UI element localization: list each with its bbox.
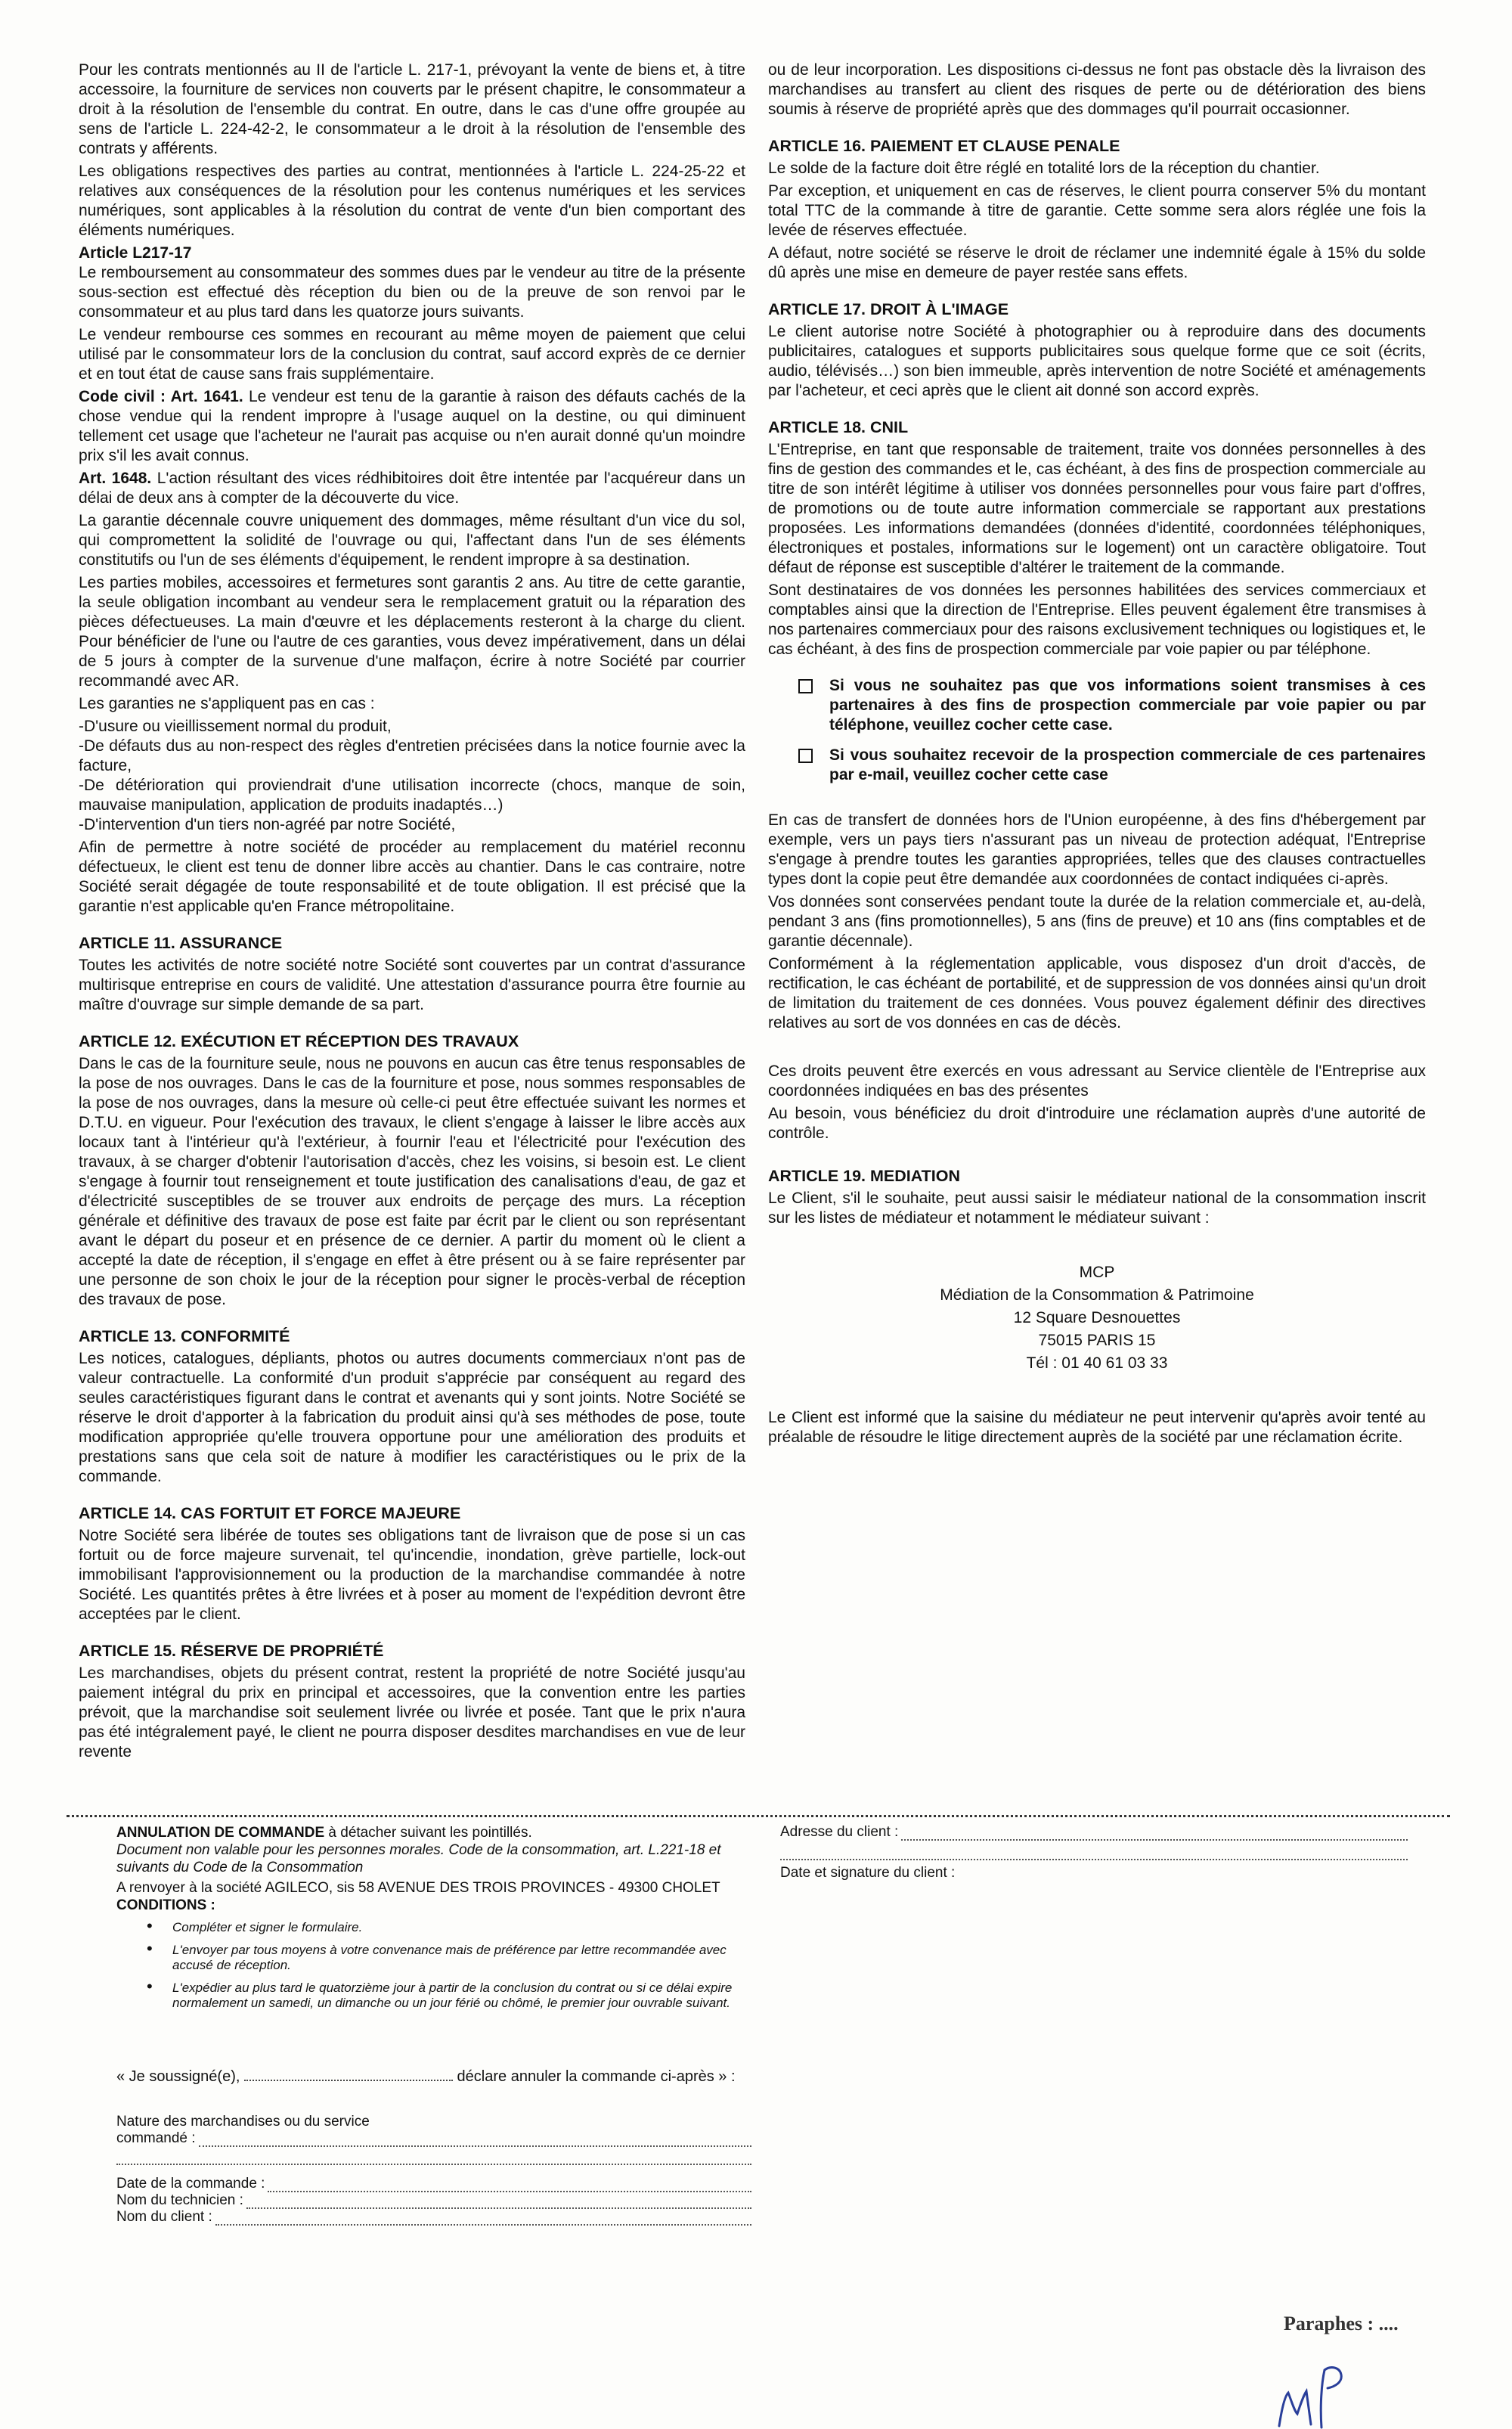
article-l217-17-title: Article L217-17 — [79, 244, 192, 262]
garantie-paragraph-1: La garantie décennale couvre uniquement des dommages, même résultant d'un vice du sol, qui compromettent la solidité de l'ouvrage ou qui, l'affectant dans l'un de ses éléments constitutifs ou l'un de ses éléments d'équipement, le rendent impropre à sa destination. — [79, 512, 745, 569]
mediator-address-block — [768, 1261, 1426, 1375]
code-civil-1641-text: Le vendeur est tenu de la garantie à raison des défauts cachés de la chose vendue qui la rendent impropre à l'usage auquel on la destine, ou qui diminuent tellement cet usage que l'acheteur ne l'aurait pas acquise ou n'en aurait donné qu'un moindre prix s'il les avait connus. — [79, 388, 745, 464]
left-column — [79, 60, 745, 1765]
exclusion-item: -D'usure ou vieillissement normal du produit, — [79, 718, 392, 735]
article-13-title: ARTICLE 13. CONFORMITÉ — [79, 1327, 290, 1345]
order-date-field[interactable] — [116, 2176, 751, 2192]
consent-checkboxes — [768, 676, 1426, 785]
code-civil-1648-label: Art. 1648. — [79, 470, 152, 487]
client-address-input-line-2[interactable] — [780, 1844, 1408, 1860]
exclusion-list — [79, 717, 745, 835]
technician-input[interactable] — [246, 2195, 751, 2209]
nature-label: Nature des marchandises ou du service — [116, 2114, 370, 2130]
rights-paragraph: Ces droits peuvent être exercés en vous adressant au Service clientèle de l'Entreprise aux coordonnées indiquées en bas des présentes — [768, 1062, 1426, 1100]
article-14-text: Notre Société sera libérée de toutes ses obligations tant de livraison que de pose si un cas fortuit ou de force majeure survenait, tel qu'incendie, inondation, grève partielle, lock-out immobilisant l'approvisionnement ou la production de la marchandise commandée à notre Société. Les quantités prêtes à être livrées et à poser au moment de l'expédition devront être acceptées par le client. — [79, 1527, 745, 1623]
commande-input[interactable] — [199, 2133, 751, 2147]
client-contact-form — [780, 1824, 1408, 1881]
cnil-paragraph: Conformément à la réglementation applicable, vous disposez d'un droit d'accès, de rectification, le cas échéant de portabilité, et de suppression de vos données ainsi qu'un droit de limitation du traitement de ces données. Vous pouvez également définir des directives relatives au sort de vos données en cas de décès. — [768, 955, 1426, 1031]
condition-item: • L'envoyer par tous moyens à votre convenance mais de préférence par lettre recommandée avec accusé de réception. — [172, 1943, 751, 1973]
client-address-field[interactable] — [780, 1824, 1408, 1841]
mediator-phone: Tél : 01 40 61 03 33 — [1026, 1354, 1168, 1372]
cancellation-form — [116, 1824, 751, 2226]
article-18-title: ARTICLE 18. CNIL — [768, 418, 909, 436]
rights-paragraph: Au besoin, vous bénéficiez du droit d'introduire une réclamation auprès d'une autorité de contrôle. — [768, 1105, 1426, 1142]
article-16-paragraph: A défaut, notre société se réserve le droit de réclamer une indemnité égale à 15% du solde dû après une mise en demeure de payer restée sans effets. — [768, 244, 1426, 281]
consent-checkbox-postal-phone[interactable] — [798, 679, 813, 693]
article-11-text: Toutes les activités de notre société notre Société sont couvertes par un contrat d'assurance multirisque entreprise en cours de validité. Une attestation d'assurance pourra être fournie au maître d'ouvrage sur simple demande de sa part. — [79, 957, 745, 1013]
order-date-label: Date de la commande : — [116, 2176, 265, 2192]
l217-paragraph-2: Le vendeur rembourse ces sommes en recourant au même moyen de paiement que celui utilisé par le consommateur lors de la conclusion du contrat, sauf accord exprès de ce dernier et en tout état de cause sans frais supplémentaire. — [79, 326, 745, 383]
article-19-title: ARTICLE 19. MEDIATION — [768, 1167, 961, 1185]
client-name-field[interactable] — [116, 2209, 751, 2226]
order-date-input[interactable] — [268, 2179, 751, 2192]
intro-paragraph-1: Pour les contrats mentionnés au II de l'article L. 217-1, prévoyant la vente de biens et, à titre accessoire, la fourniture de services non couverts par le présent chapitre, le consommateur a droit à la résolution de l'ensemble du contrat. En outre, dans le cas d'une offre groupée au sens de l'article L. 224-42-2, le consommateur a le droit à la résolution de l'ensemble des contrats y afférents. — [79, 61, 745, 157]
mediator-street: 12 Square Desnouettes — [1013, 1309, 1181, 1326]
soussigne-input[interactable] — [244, 2080, 453, 2081]
consent-label-email: Si vous souhaitez recevoir de la prospection commerciale de ces partenaires par e-mail, veuillez cocher cette case — [829, 746, 1426, 783]
article-15-continuation: ou de leur incorporation. Les dispositions ci-dessus ne font pas obstacle dès la livraison des marchandises au transfert au client des risques de perte ou de détérioration des biens soumis à réserve de propriété après que des dommages qu'il pourrait occasionner. — [768, 61, 1426, 118]
intro-paragraph-2: Les obligations respectives des parties au contrat, mentionnées à l'article L. 224-25-22 et relatives aux conséquences de la résolution pour les contenus numériques et les services numériques, sont applicables à la résolution du contrat de vente d'un bien comportant des éléments numériques. — [79, 163, 745, 239]
garantie-paragraph-2: Les parties mobiles, accessoires et fermetures sont garantis 2 ans. Au titre de cette garantie, la seule obligation incombant au vendeur sera le remplacement gratuit ou la réparation des pièces défectueuses. La main d'œuvre et les déplacements resteront à la charge du client. Pour bénéficier de l'une ou l'autre de ces garanties, vous devez impérativement, dans un délai de 5 jours à compter de la survenue d'une malfaçon, écrire à notre Société par courrier recommandé avec AR. — [79, 574, 745, 690]
technician-label: Nom du technicien : — [116, 2192, 243, 2208]
consent-checkbox-email[interactable] — [798, 749, 813, 763]
article-16-paragraph: Par exception, et uniquement en cas de réserves, le client pourra conserver 5% du montant total TTC de la commande à titre de garantie. Cette somme sera alors réglée une fois la levée de réserves effectuée. — [768, 182, 1426, 239]
article-18-paragraph: L'Entreprise, en tant que responsable de traitement, traite vos données personnelles à des fins de gestion des commandes et le, cas échéant, à des fins de prospection commerciale au titre de son intérêt légitime à utiliser vos données personnelles pour vous faire part d'offres, de promotions ou de toute autre information commerciale se rapportant aux prestations proposées. Les informations demandées (données d'identité, coordonnées téléphoniques, électroniques et postales, informations sur le logement) ont un caractère obligatoire. Tout défaut de réponse est susceptible d'altérer le traitement de la commande. — [768, 441, 1426, 576]
client-address-input[interactable] — [901, 1827, 1408, 1841]
article-16-title: ARTICLE 16. PAIEMENT ET CLAUSE PENALE — [768, 137, 1120, 155]
consent-option-email[interactable] — [798, 746, 1426, 785]
article-18-paragraph: Sont destinataires de vos données les personnes habilitées des services commerciaux et comptables ainsi que la direction de l'Entreprise. Elles peuvent également être transmises à nos partenaires commerciaux pour des raisons exclusivement techniques ou logistiques et, le cas échéant, à des fins de prospection commerciale par voie papier ou par téléphone. — [768, 582, 1426, 658]
article-19-text: Le Client, s'il le souhaite, peut aussi saisir le médiateur national de la consommation inscrit sur les listes de médiateur et notamment le médiateur suivant : — [768, 1190, 1426, 1227]
handwritten-initials-signature — [1275, 2361, 1365, 2429]
cancellation-notice: Document non valable pour les personnes morales. Code de la consommation, art. L.221-18 et suivants du Code de la Consommation — [116, 1842, 721, 1875]
code-civil-1648 — [79, 469, 745, 508]
client-name-label: Nom du client : — [116, 2209, 212, 2225]
cnil-paragraph: En cas de transfert de données hors de l'Union européenne, à des fins d'hébergement par exemple, vers un pays tiers n'assurant pas un niveau de protection adéquat, l'Entreprise s'engage à prendre toutes les garanties appropriées, telles que des clauses contractuelles types dont la copie peut être demandée aux coordonnées de contact indiquées ci-après. — [768, 811, 1426, 888]
article-13-text: Les notices, catalogues, dépliants, photos ou autres documents commerciaux n'ont pas de valeur contractuelle. La conformité d'un produit s'apprécie par conséquent au regard des seules caractéristiques figurant dans le contrat et avenants qui y sont joints. Notre Société se réserve le droit d'apporter à la fabrication du produit ainsi qu'à ses méthodes de pose, toute modification appropriée qu'elle trouvera opportune pour une amélioration des produits et prestations sans que cela soit de nature à modifier les caractéristiques ou le prix de la commande. — [79, 1350, 745, 1485]
cancellation-heading-suffix: à détacher suivant les pointillés. — [324, 1825, 532, 1841]
l217-paragraph-1: Le remboursement au consommateur des sommes dues par le vendeur au titre de la présente sous-section est effectué dès réception du bien ou de la preuve de son renvoi par le consommateur et au plus tard dans les quatorze jours suivants. — [79, 264, 745, 321]
declaration-line — [116, 2068, 751, 2086]
consent-label-postal-phone: Si vous ne souhaitez pas que vos informations soient transmises à ces partenaires à des fins de prospection commerciale par voie papier ou par téléphone, veuillez cocher cette case. — [829, 677, 1426, 734]
exclusion-item: -De défauts dus au non-respect des règles d'entretien précisées dans la notice fournie avec la facture, — [79, 737, 745, 774]
paraphes-label: Paraphes : .... — [1284, 2313, 1399, 2334]
exclusion-item: -De détérioration qui proviendrait d'une utilisation incorrecte (chocs, manque de soin, mauvaise manipulation, application de produits inadaptés…) — [79, 777, 745, 814]
condition-item: • L'expédier au plus tard le quatorzième jour à partir de la conclusion du contrat ou si ce délai expire normalement un samedi, un dimanche ou un jour férié ou chômé, le premier jour ouvrable suivant. — [172, 1981, 751, 2011]
code-civil-1641 — [79, 387, 745, 466]
commande-input-extra-line[interactable] — [116, 2148, 751, 2165]
exclusion-item: -D'intervention d'un tiers non-agréé par notre Société, — [79, 816, 456, 833]
commande-field[interactable] — [116, 2130, 751, 2147]
article-17-text: Le client autorise notre Société à photographier ou à reproduire dans des documents publicitaires, catalogues et supports publicitaires sous quelque forme que ce soit (écrits, audio, télévisés…) son bien immeuble, après intervention de notre Société et aménagements par l'acheteur, et ceci après que le client ait donné son accord exprès. — [768, 323, 1426, 399]
article-12-title: ARTICLE 12. EXÉCUTION ET RÉCEPTION DES TRAVAUX — [79, 1032, 519, 1050]
cancellation-send-to: A renvoyer à la société AGILECO, sis 58 AVENUE DES TROIS PROVINCES - 49300 CHOLET — [116, 1880, 720, 1896]
article-14-title: ARTICLE 14. CAS FORTUIT ET FORCE MAJEURE — [79, 1504, 461, 1522]
mediation-closing: Le Client est informé que la saisine du médiateur ne peut intervenir qu'après avoir tenté au préalable de résoudre le litige directement auprès de la société par une réclamation écrite. — [768, 1409, 1426, 1446]
mediator-full-name: Médiation de la Consommation & Patrimoine — [940, 1286, 1254, 1304]
declaration-end: déclare annuler la commande ci-après » : — [457, 2068, 736, 2085]
article-15-text: Les marchandises, objets du présent contrat, restent la propriété de notre Société jusqu'au paiement intégral du prix en principal et accessoires, que la convention entre les parties prévoit, que la marchandise soit seulement livrée ou livrée et posée. Tant que le prix n'aura pas été intégralement payé, le client ne pourra disposer desdites marchandises en vue de leur revente — [79, 1664, 745, 1760]
article-17-title: ARTICLE 17. DROIT À L'IMAGE — [768, 300, 1009, 318]
technician-field[interactable] — [116, 2192, 751, 2209]
right-column — [768, 60, 1426, 1450]
conditions-list — [172, 1920, 751, 2011]
signature-label: Date et signature du client : — [780, 1865, 956, 1881]
mediator-name: MCP — [1079, 1264, 1115, 1281]
consent-option-postal-phone[interactable] — [798, 676, 1426, 735]
garantie-closing: Afin de permettre à notre société de procéder au remplacement du matériel reconnu défectueux, le client est tenu de donner libre accès au chantier. Dans le cas contraire, notre Société serait dégagée de toute responsabilité et de toute obligation. Il est précisé que la garantie n'est applicable qu'en France métropolitaine. — [79, 839, 745, 915]
cancellation-heading-line — [116, 1824, 751, 1841]
condition-item: • Compléter et signer le formulaire. — [172, 1920, 751, 1935]
commande-label: commandé : — [116, 2130, 196, 2146]
detach-dotted-line — [67, 1815, 1450, 1817]
cancellation-heading: ANNULATION DE COMMANDE — [116, 1825, 325, 1841]
article-12-text: Dans le cas de la fourniture seule, nous ne pouvons en aucun cas être tenus responsables de la pose de nos ouvrages. Dans le cas de la fourniture et pose, nous sommes responsables de la pose de nos ouvrages, dans la mesure où celle-ci peut être effectuée suivant les normes et D.T.U. en vigueur. Pour l'exécution des travaux, le client s'engage à laisser le libre accès aux locaux tant à l'intérieur qu'à l'extérieur, à fournir l'eau et l'électricité pour l'exécution des travaux, à se charger d'obtenir l'autorisation d'accès, chez les voisins, si besoin est. Le client s'engage à fournir tout renseignement et toute justification des canalisations d'eau, de gaz et d'électricité susceptibles de se trouver aux endroits de perçage des murs. La réception générale et définitive des travaux de pose est faite par écrit par le client ou son représentant avant le départ du poseur et en présence de ce dernier. A partir du moment où le client a accepté la date de réception, il s'engage en effet à être présent ou à se faire représenter par une personne de son choix le jour de la réception pour signer le procès-verbal de réception des travaux de pose. — [79, 1055, 745, 1308]
conditions-label: CONDITIONS : — [116, 1897, 215, 1913]
mediator-city: 75015 PARIS 15 — [1038, 1332, 1156, 1349]
article-16-paragraph: Le solde de la facture doit être réglé en totalité lors de la réception du chantier. — [768, 160, 1320, 177]
cnil-paragraph: Vos données sont conservées pendant toute la durée de la relation commerciale et, au-delà, pendant 3 ans (fins promotionnelles), 5 ans (fins de preuve) et 10 ans (fins comptables et de garantie décennale). — [768, 893, 1426, 950]
code-civil-1641-label: Code civil : Art. 1641. — [79, 388, 243, 405]
declaration-start: « Je soussigné(e), — [116, 2068, 240, 2085]
client-name-input[interactable] — [215, 2212, 751, 2226]
garantie-paragraph-3: Les garanties ne s'appliquent pas en cas : — [79, 695, 375, 712]
article-11-title: ARTICLE 11. ASSURANCE — [79, 934, 283, 952]
client-address-label: Adresse du client : — [780, 1824, 899, 1840]
signature-field[interactable] — [780, 1865, 1408, 1881]
article-15-title: ARTICLE 15. RÉSERVE DE PROPRIÉTÉ — [79, 1642, 384, 1660]
code-civil-1648-text: L'action résultant des vices rédhibitoires doit être intentée par l'acquéreur dans un délai de deux ans à compter de la découverte du vice. — [79, 470, 745, 507]
